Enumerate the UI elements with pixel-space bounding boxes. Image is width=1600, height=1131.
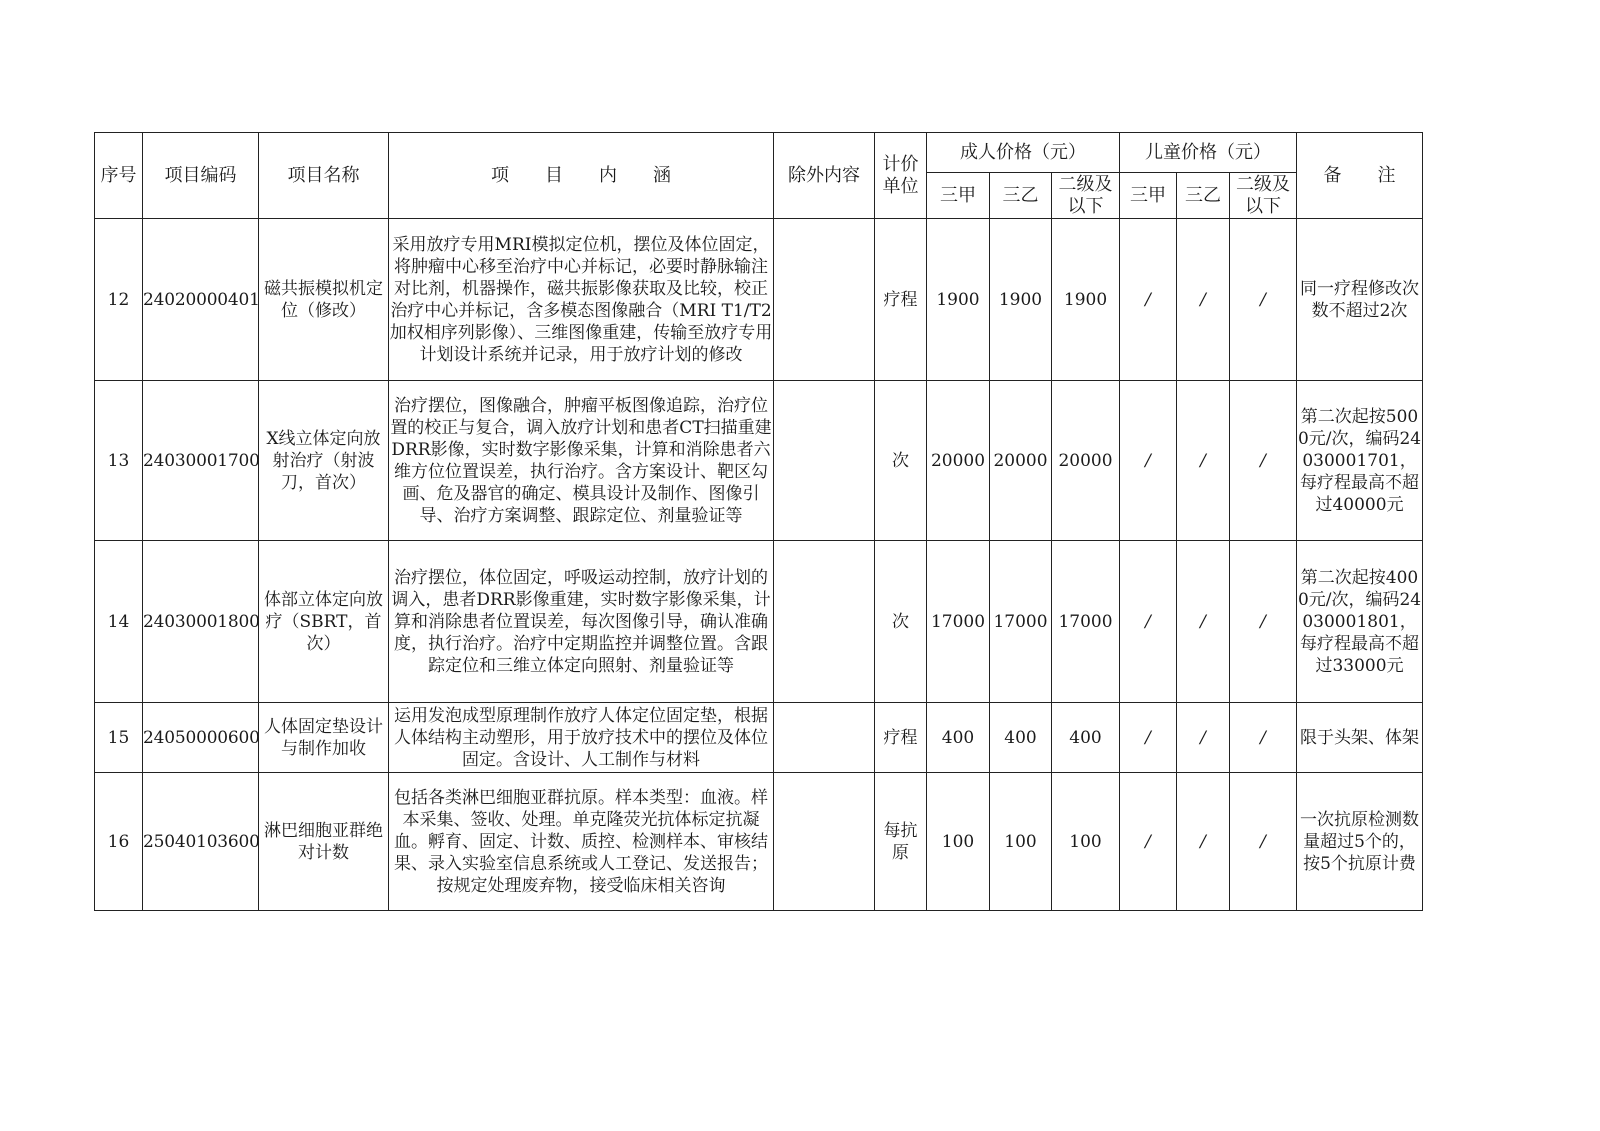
cell-adult-b: 1900: [990, 219, 1052, 381]
cell-child-c: /: [1230, 541, 1297, 703]
cell-child-b: /: [1177, 703, 1230, 773]
cell-code: 24020000401: [143, 219, 259, 381]
cell-adult-a: 20000: [927, 381, 990, 541]
header-content: 项 目 内 涵: [389, 133, 774, 219]
cell-exclusion: [774, 219, 875, 381]
cell-seq: 13: [95, 381, 143, 541]
cell-seq: 15: [95, 703, 143, 773]
header-adult-price: 成人价格（元）: [927, 133, 1120, 173]
cell-content: 治疗摆位，体位固定，呼吸运动控制，放疗计划的调入，患者DRR影像重建，实时数字影像采集，计算和消除患者位置误差，每次图像引导，确认准确度，执行治疗。治疗中定期监控并调整位置。含跟踪定位和三维立体定向照射、剂量验证等: [389, 541, 774, 703]
cell-child-a: /: [1120, 703, 1177, 773]
cell-code: 24030001700: [143, 381, 259, 541]
cell-name: X线立体定向放射治疗（射波刀，首次）: [259, 381, 389, 541]
cell-unit: 次: [875, 541, 927, 703]
cell-unit: 疗程: [875, 703, 927, 773]
header-adult-tier-a: 三甲: [927, 173, 990, 219]
cell-child-c: /: [1230, 703, 1297, 773]
table-row: [95, 541, 1423, 703]
header-child-tier-c: 二级及以下: [1230, 173, 1297, 219]
cell-code: 24030001800: [143, 541, 259, 703]
cell-child-a: /: [1120, 773, 1177, 911]
price-table-sheet: [94, 132, 1423, 911]
header-adult-tier-c: 二级及以下: [1052, 173, 1120, 219]
cell-child-c: /: [1230, 773, 1297, 911]
cell-unit: 疗程: [875, 219, 927, 381]
cell-seq: 16: [95, 773, 143, 911]
cell-adult-b: 400: [990, 703, 1052, 773]
header-adult-tier-b: 三乙: [990, 173, 1052, 219]
cell-exclusion: [774, 541, 875, 703]
cell-code: 24050000600: [143, 703, 259, 773]
header-exclusion: 除外内容: [774, 133, 875, 219]
cell-content: 运用发泡成型原理制作放疗人体定位固定垫，根据人体结构主动塑形，用于放疗技术中的摆位及体位固定。含设计、人工制作与材料: [389, 703, 774, 773]
header-child-tier-b: 三乙: [1177, 173, 1230, 219]
cell-adult-b: 20000: [990, 381, 1052, 541]
cell-name: 人体固定垫设计与制作加收: [259, 703, 389, 773]
cell-unit: 每抗原: [875, 773, 927, 911]
header-child-price: 儿童价格（元）: [1120, 133, 1297, 173]
cell-content: 治疗摆位，图像融合，肿瘤平板图像追踪，治疗位置的校正与复合，调入放疗计划和患者CT扫描重建DRR影像，实时数字影像采集，计算和消除患者六维方位位置误差，执行治疗。含方案设计、靶区勾画、危及器官的确定、模具设计及制作、图像引导、治疗方案调整、跟踪定位、剂量验证等: [389, 381, 774, 541]
cell-name: 磁共振模拟机定位（修改）: [259, 219, 389, 381]
header-code: 项目编码: [143, 133, 259, 219]
cell-remark: 第二次起按4000元/次，编码24030001801，每疗程最高不超过33000元: [1297, 541, 1423, 703]
cell-name: 体部立体定向放疗（SBRT，首次）: [259, 541, 389, 703]
cell-exclusion: [774, 773, 875, 911]
cell-adult-b: 17000: [990, 541, 1052, 703]
cell-code: 25040103600: [143, 773, 259, 911]
table-row: [95, 381, 1423, 541]
header-name: 项目名称: [259, 133, 389, 219]
cell-child-a: /: [1120, 219, 1177, 381]
cell-adult-b: 100: [990, 773, 1052, 911]
cell-adult-a: 1900: [927, 219, 990, 381]
header-seq: 序号: [95, 133, 143, 219]
table-row: [95, 773, 1423, 911]
cell-adult-c: 1900: [1052, 219, 1120, 381]
cell-adult-c: 400: [1052, 703, 1120, 773]
cell-exclusion: [774, 703, 875, 773]
header-unit: 计价单位: [875, 133, 927, 219]
cell-content: 采用放疗专用MRI模拟定位机，摆位及体位固定，将肿瘤中心移至治疗中心并标记，必要时静脉输注对比剂，机器操作，磁共振影像获取及比较，校正治疗中心并标记，含多模态图像融合（MRI T1/T2加权相序列影像）、三维图像重建，传输至放疗专用计划设计系统并记录，用于放疗计划的修改: [389, 219, 774, 381]
cell-adult-a: 400: [927, 703, 990, 773]
cell-exclusion: [774, 381, 875, 541]
cell-remark: 一次抗原检测数量超过5个的，按5个抗原计费: [1297, 773, 1423, 911]
header-remark: 备 注: [1297, 133, 1423, 219]
table-row: [95, 219, 1423, 381]
cell-adult-c: 20000: [1052, 381, 1120, 541]
header-child-tier-a: 三甲: [1120, 173, 1177, 219]
cell-child-b: /: [1177, 219, 1230, 381]
cell-seq: 14: [95, 541, 143, 703]
cell-name: 淋巴细胞亚群绝对计数: [259, 773, 389, 911]
cell-child-a: /: [1120, 541, 1177, 703]
price-table: [94, 132, 1423, 911]
cell-adult-c: 100: [1052, 773, 1120, 911]
cell-child-c: /: [1230, 381, 1297, 541]
cell-remark: 第二次起按5000元/次，编码24030001701，每疗程最高不超过40000元: [1297, 381, 1423, 541]
cell-child-c: /: [1230, 219, 1297, 381]
cell-child-b: /: [1177, 541, 1230, 703]
cell-adult-c: 17000: [1052, 541, 1120, 703]
cell-child-b: /: [1177, 381, 1230, 541]
cell-seq: 12: [95, 219, 143, 381]
cell-child-b: /: [1177, 773, 1230, 911]
cell-unit: 次: [875, 381, 927, 541]
cell-remark: 限于头架、体架: [1297, 703, 1423, 773]
cell-adult-a: 100: [927, 773, 990, 911]
cell-adult-a: 17000: [927, 541, 990, 703]
cell-child-a: /: [1120, 381, 1177, 541]
header-row-1: [95, 133, 1423, 173]
cell-remark: 同一疗程修改次数不超过2次: [1297, 219, 1423, 381]
table-row: [95, 703, 1423, 773]
cell-content: 包括各类淋巴细胞亚群抗原。样本类型：血液。样本采集、签收、处理。单克隆荧光抗体标定抗凝血。孵育、固定、计数、质控、检测样本、审核结果、录入实验室信息系统或人工登记、发送报告；按规定处理废弃物，接受临床相关咨询: [389, 773, 774, 911]
